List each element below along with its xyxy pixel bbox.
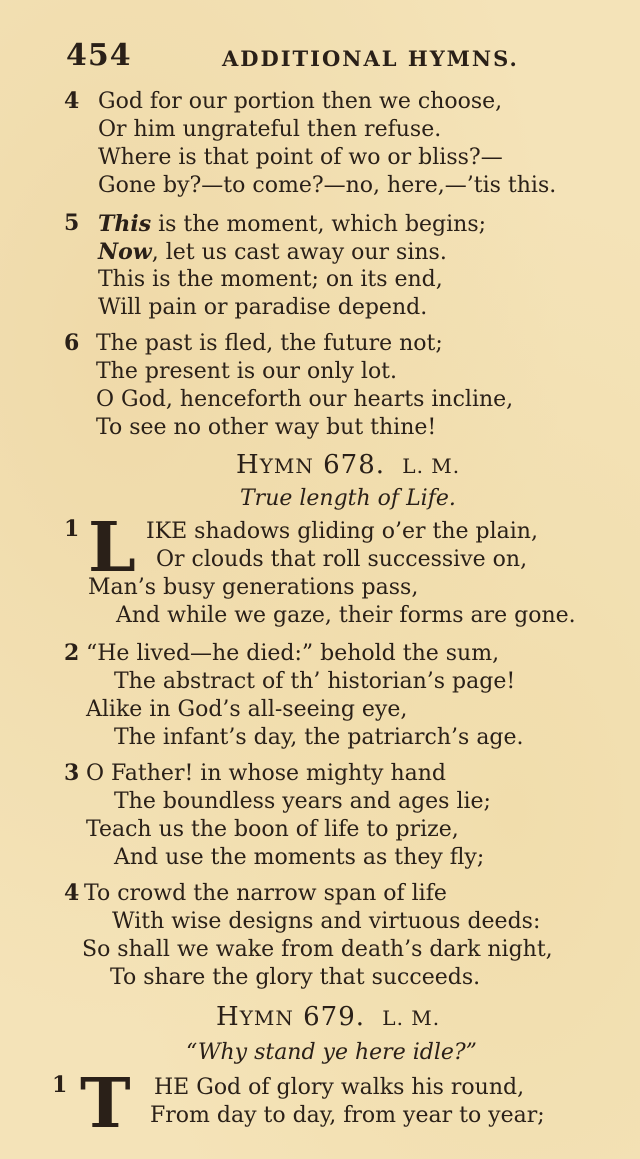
emphasis-word: Now (98, 239, 152, 265)
verse-line: The past is fled, the future not; (96, 331, 443, 356)
verse-number: 4 (64, 880, 80, 906)
drop-cap: L (88, 508, 136, 588)
verse-line: To crowd the narrow span of life (84, 881, 447, 906)
verse-line: Will pain or paradise depend. (98, 295, 428, 320)
verse-number: 1 (52, 1072, 68, 1098)
verse-line: To see no other way but thine! (96, 415, 437, 440)
verse-number: 3 (64, 760, 80, 786)
verse-line: And use the moments as they fly; (114, 845, 485, 870)
verse-line: And while we gaze, their forms are gone. (116, 603, 576, 628)
verse-line-rest: is the moment, which begins; (151, 212, 487, 237)
verse-line: Gone by?—to come?—no, here,—’tis this. (98, 173, 557, 198)
verse-line (98, 238, 447, 267)
verse-number: 2 (64, 640, 80, 666)
verse-line: “He lived—he died:” behold the sum, (86, 641, 500, 666)
emphasis-word: This (98, 211, 152, 237)
title-initial: H (236, 450, 260, 480)
verse-number: 5 (64, 210, 80, 236)
title-smallcaps: YMN (239, 1006, 294, 1030)
hymn-number: 679. (293, 1002, 366, 1032)
hymn-679-subtitle: “Why stand ye here idle?” (186, 1040, 477, 1065)
verse-line: This is the moment; on its end, (98, 267, 443, 292)
hymn-meter: L. M. (382, 1006, 441, 1030)
page-number: 454 (66, 38, 132, 73)
verse-line: The boundless years and ages lie; (114, 789, 491, 814)
title-smallcaps: YMN (259, 454, 314, 478)
drop-cap: T (80, 1064, 131, 1144)
verse-line: IKE shadows gliding o’er the plain, (146, 519, 538, 544)
verse-number: 4 (64, 88, 80, 114)
verse-line (98, 210, 486, 239)
verse-line: With wise designs and virtuous deeds: (112, 909, 541, 934)
verse-number: 1 (64, 516, 80, 542)
verse-line: O God, henceforth our hearts incline, (96, 387, 514, 412)
verse-line: Alike in God’s all-seeing eye, (86, 697, 408, 722)
verse-line: O Father! in whose mighty hand (86, 761, 446, 786)
running-title: ADDITIONAL HYMNS. (222, 46, 519, 71)
verse-line: Where is that point of wo or bliss?— (98, 145, 503, 170)
verse-number: 6 (64, 330, 80, 356)
page-header (66, 38, 526, 78)
verse-line: Man’s busy generations pass, (88, 575, 419, 600)
hymn-number: 678. (313, 450, 386, 480)
verse-line: To share the glory that succeeds. (110, 965, 481, 990)
verse-line: Or clouds that roll successive on, (156, 547, 528, 572)
verse-line: HE God of glory walks his round, (154, 1075, 525, 1100)
verse-line: God for our portion then we choose, (98, 89, 503, 114)
verse-line: So shall we wake from death’s dark night, (82, 937, 553, 962)
verse-line: The infant’s day, the patriarch’s age. (114, 725, 524, 750)
verse-line: Or him ungrateful then refuse. (98, 117, 442, 142)
hymn-678-subtitle: True length of Life. (240, 486, 456, 511)
verse-line: The abstract of th’ historian’s page! (114, 669, 516, 694)
hymn-meter: L. M. (402, 454, 461, 478)
verse-line-rest: , let us cast away our sins. (151, 240, 447, 265)
title-initial: H (216, 1002, 240, 1032)
hymn-678-title (236, 450, 460, 480)
hymn-679-title (216, 1002, 440, 1032)
verse-line: The present is our only lot. (96, 359, 398, 384)
verse-line: From day to day, from year to year; (150, 1103, 545, 1128)
verse-line: Teach us the boon of life to prize, (86, 817, 459, 842)
